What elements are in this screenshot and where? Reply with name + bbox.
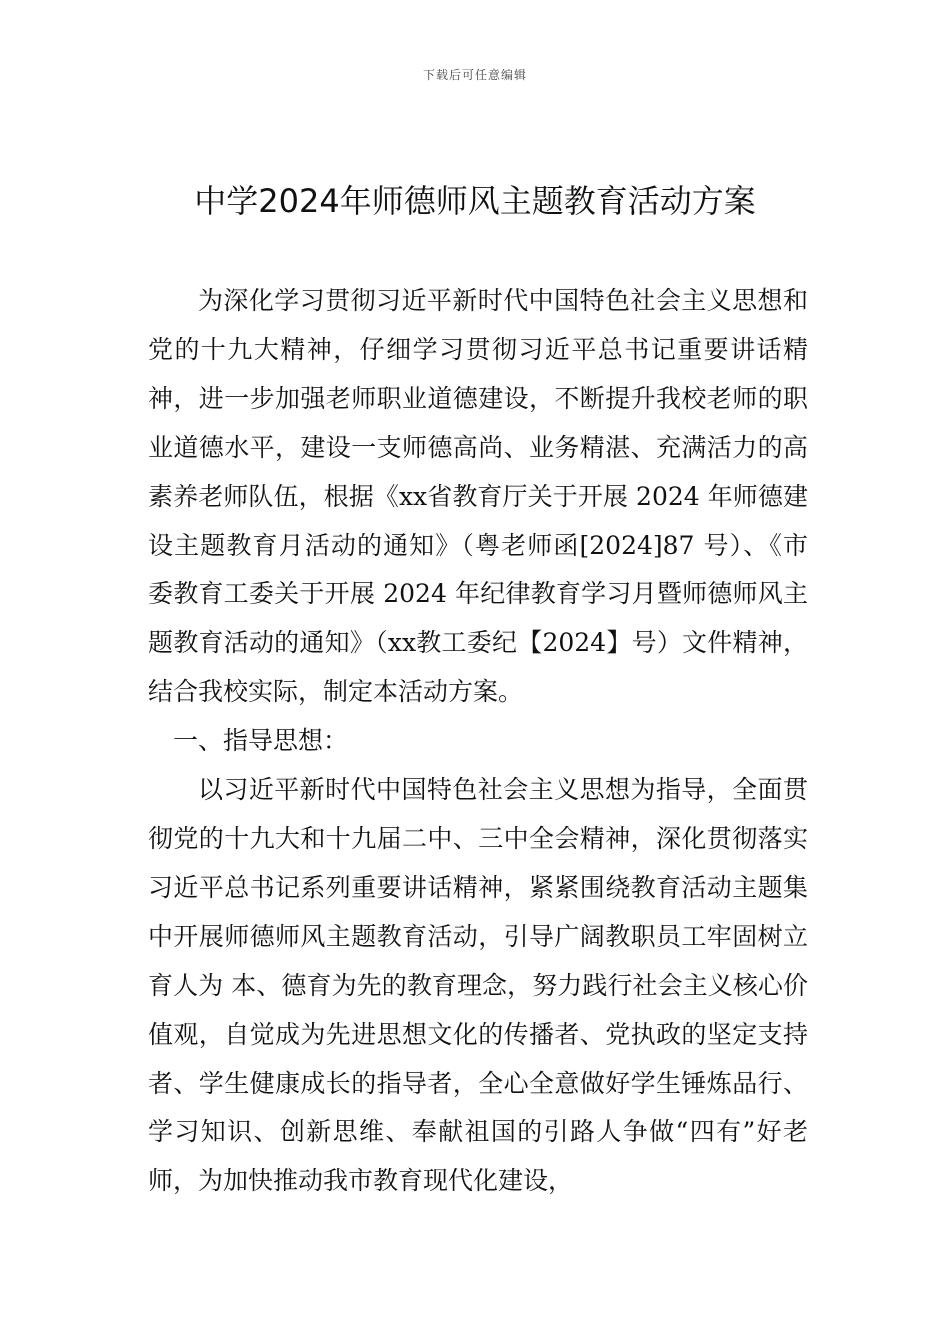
header-note: 下载后可任意编辑 bbox=[422, 68, 527, 82]
intro-paragraph: 为深化学习贯彻习近平新时代中国特色社会主义思想和党的十九大精神，仔细学习贯彻习近平总书记重要讲话精神，进一步加强老师职业道德建设，不断提升我校老师的职业道德水平，建设一支师德高尚、业务精湛、充满活力的高素养老师队伍，根据《xx省教育厅关于开展 2024 年师德建设主题教育月活动的通知》（粤老师函[2024]87 号）、《市委教育工委关于开展 2024 年纪律教育学习月暨师德师风主题教育活动的通知》（xx教工委纪【2024】号）文件精神，结合我校实际，制定本活动方案。 bbox=[148, 286, 808, 707]
section-heading-guiding-ideology: 一、指导思想： bbox=[173, 726, 349, 756]
guiding-ideology-paragraph: 以习近平新时代中国特色社会主义思想为指导，全面贯彻党的十九大和十九届二中、三中全会精神，深化贯彻落实习近平总书记系列重要讲话精神，紧紧围绕教育活动主题集中开展师德师风主题教育活动，引导广阔教职员工牢固树立育人为 本、德育为先的教育理念，努力践行社会主义核心价值观，自觉成为先进思想文化的传播者、党执政的坚定支持者、学生健康成长的指导者，全心全意做好学生锤炼品行、学习知识、创新思维、奉献祖国的引路人争做“四有”好老师，为加快推动我市教育现代化建设， bbox=[148, 775, 808, 1196]
document-title: 中学2024年师德师风主题教育活动方案 bbox=[194, 182, 756, 220]
document-body bbox=[148, 277, 808, 1206]
